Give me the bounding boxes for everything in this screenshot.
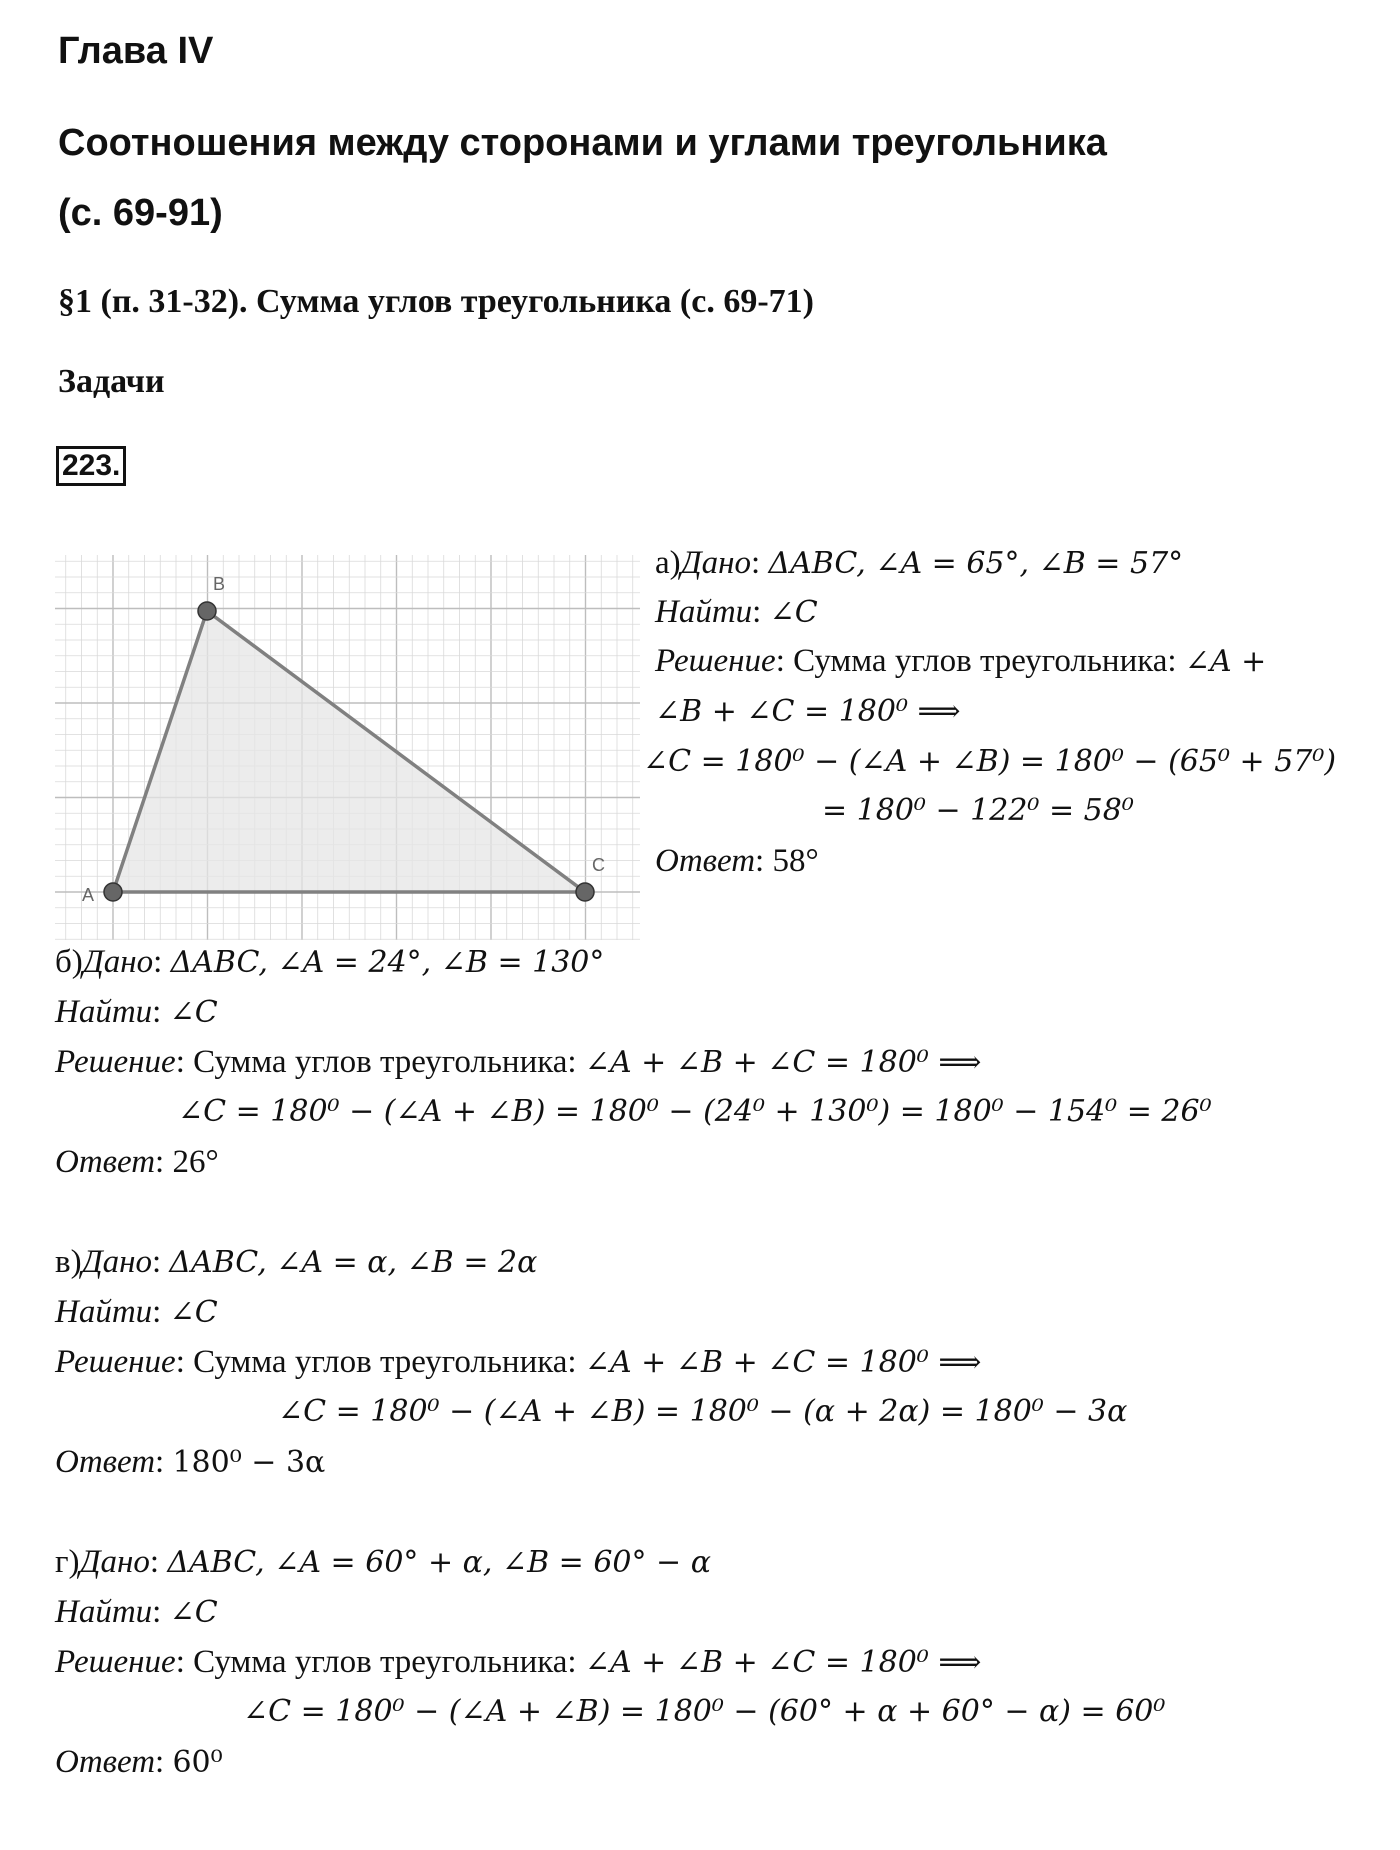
triangle-figure [55, 555, 640, 940]
given-label: Дано [82, 944, 154, 980]
part-v-given-math: ΔABC, ∠A = α, ∠B = 2α [169, 1245, 538, 1280]
chapter-title-line1: Соотношения между сторонами и углами треугольника [58, 122, 1107, 164]
find-label: Найти [55, 994, 153, 1030]
part-g-find: Найти: ∠C [55, 1594, 218, 1630]
part-b-prefix: б) [55, 944, 83, 980]
part-g-solution: Решение: Сумма углов треугольника: ∠A + ∠B + ∠C = 180⁰ ⟹ [55, 1644, 982, 1680]
solution-label: Решение [55, 1344, 176, 1380]
point-a [104, 883, 122, 901]
find-label: Найти [55, 1594, 153, 1630]
part-g-given-math: ΔABC, ∠A = 60° + α, ∠B = 60° − α [167, 1545, 711, 1580]
part-a-prefix: а) [655, 545, 681, 581]
part-a-find: Найти: ∠C [655, 594, 818, 630]
part-a-find-math: ∠C [769, 595, 818, 630]
part-b-given-math: ΔABC, ∠A = 24°, ∠B = 130° [170, 945, 605, 980]
solution-text: Сумма углов треугольника: [193, 1044, 577, 1080]
find-label: Найти [655, 594, 753, 630]
part-g-prefix: г) [55, 1544, 80, 1580]
chapter-title-line2: (с. 69-91) [58, 192, 223, 234]
solution-text: Сумма углов треугольника: [193, 1344, 577, 1380]
part-b-given: б)Дано: ΔABC, ∠A = 24°, ∠B = 130° [55, 944, 605, 980]
problem-number: 223. [56, 446, 126, 486]
given-label: Дано [79, 1544, 150, 1580]
part-a-calc1: ∠C = 180⁰ − (∠A + ∠B) = 180⁰ − (65⁰ + 57⁰) [643, 744, 1337, 779]
part-b-find: Найти: ∠C [55, 994, 218, 1030]
part-a-answer: Ответ: 58° [655, 843, 819, 879]
part-v-find: Найти: ∠C [55, 1294, 218, 1330]
part-a-solution: Решение: Сумма углов треугольника: ∠A + [655, 643, 1267, 679]
answer-value: 180⁰ − 3α [172, 1445, 326, 1480]
part-v-solution: Решение: Сумма углов треугольника: ∠A + ∠B + ∠C = 180⁰ ⟹ [55, 1344, 982, 1380]
part-g-calc1: ∠C = 180⁰ − (∠A + ∠B) = 180⁰ − (60° + α + 60° − α) = 60⁰ [243, 1694, 1166, 1729]
part-b-find-math: ∠C [169, 995, 218, 1030]
chapter-heading: Глава IV [58, 30, 214, 72]
solution-math: ∠A + ∠B + ∠C = 180⁰ ⟹ [584, 1345, 982, 1380]
part-v-calc1: ∠C = 180⁰ − (∠A + ∠B) = 180⁰ − (α + 2α) = 180⁰ − 3α [278, 1394, 1128, 1429]
solution-text: Сумма углов треугольника: [193, 1644, 577, 1680]
find-label: Найти [55, 1294, 153, 1330]
part-g-given: г)Дано: ΔABC, ∠A = 60° + α, ∠B = 60° − α [55, 1544, 711, 1580]
part-b-calc1: ∠C = 180⁰ − (∠A + ∠B) = 180⁰ − (24⁰ + 130⁰) = 180⁰ − 154⁰ = 26⁰ [178, 1094, 1212, 1129]
answer-label: Ответ [655, 843, 756, 879]
answer-label: Ответ [55, 1444, 156, 1480]
part-v-answer: Ответ: 180⁰ − 3α [55, 1444, 326, 1480]
part-v-prefix: в) [55, 1244, 82, 1280]
section-heading: §1 (п. 31-32). Сумма углов треугольника (с. 69-71) [58, 283, 814, 320]
answer-value: 26° [172, 1144, 219, 1180]
solution-label: Решение [655, 643, 776, 679]
solution-label: Решение [55, 1044, 176, 1080]
part-g-answer: Ответ: 60⁰ [55, 1744, 223, 1780]
tasks-heading: Задачи [58, 363, 165, 400]
part-a-given: а)Дано: ΔABC, ∠A = 65°, ∠B = 57° [655, 545, 1184, 581]
point-c [576, 883, 594, 901]
part-b-answer: Ответ: 26° [55, 1144, 219, 1180]
given-label: Дано [680, 545, 752, 581]
solution-math: ∠A + [1184, 644, 1267, 679]
given-label: Дано [81, 1244, 152, 1280]
answer-label: Ответ [55, 1144, 156, 1180]
part-v-find-math: ∠C [169, 1295, 218, 1330]
answer-value: 60⁰ [172, 1745, 223, 1780]
solution-text: Сумма углов треугольника: [793, 643, 1177, 679]
part-a-calc2: = 180⁰ − 122⁰ = 58⁰ [822, 793, 1134, 828]
part-a-given-math: ΔABC, ∠A = 65°, ∠B = 57° [768, 546, 1184, 581]
label-b: B [213, 574, 226, 594]
part-b-solution: Решение: Сумма углов треугольника: ∠A + ∠B + ∠C = 180⁰ ⟹ [55, 1044, 982, 1080]
label-a: A [82, 885, 95, 905]
answer-value: 58° [772, 843, 819, 879]
label-c: C [592, 855, 605, 875]
solution-math: ∠A + ∠B + ∠C = 180⁰ ⟹ [584, 1045, 982, 1080]
part-g-find-math: ∠C [169, 1595, 218, 1630]
point-b [198, 602, 216, 620]
solution-label: Решение [55, 1644, 176, 1680]
solution-math: ∠A + ∠B + ∠C = 180⁰ ⟹ [584, 1645, 982, 1680]
answer-label: Ответ [55, 1744, 156, 1780]
part-v-given: в)Дано: ΔABC, ∠A = α, ∠B = 2α [55, 1244, 538, 1280]
part-a-solution-line2: ∠B + ∠C = 180⁰ ⟹ [655, 694, 961, 729]
